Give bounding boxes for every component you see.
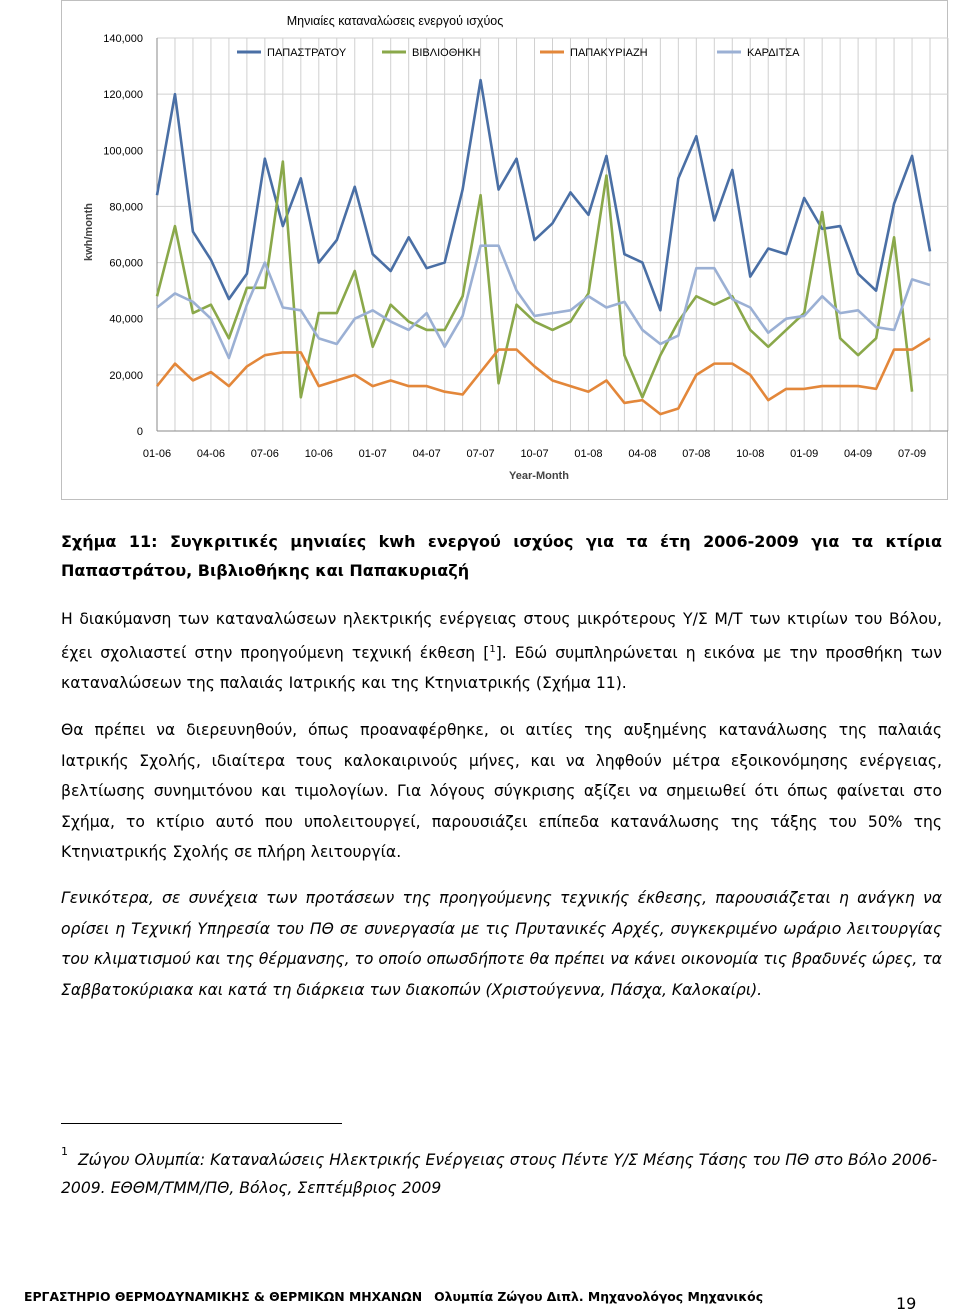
x-tick-label: 10-08 [736, 448, 765, 460]
footer-author: Ολυμπία Ζώγου Διπλ. Μηχανολόγος Μηχανικός [434, 1289, 764, 1304]
y-tick-label: 140,000 [103, 33, 143, 45]
page-footer [24, 1289, 874, 1304]
footnote-separator [61, 1123, 342, 1124]
x-tick-label: 01-06 [142, 448, 172, 460]
x-tick-label: 07-09 [897, 448, 927, 460]
page-number: 19 [896, 1294, 917, 1313]
x-tick-label: 10-06 [304, 448, 333, 460]
x-tick-label: 07-08 [682, 448, 711, 460]
x-tick-label: 04-07 [412, 448, 441, 460]
y-tick-label: 60,000 [109, 257, 143, 270]
paragraph-1-text-b: ]. Εδώ συμπληρώνεται η εικόνα με την προσθήκη των καταναλώσεων της παλαιάς Ιατρικής και της Κτηνιατρικής (Σχήμα 11). [61, 643, 942, 693]
x-tick-label: 07-07 [466, 448, 495, 460]
x-tick-label: 10-07 [520, 448, 549, 460]
y-tick-label: 40,000 [109, 313, 143, 326]
y-tick-label: 0 [136, 426, 143, 438]
y-tick-label: 120,000 [103, 89, 143, 102]
series-line-3 [157, 338, 930, 414]
legend-label: ΠΑΠΑΚΥΡΙΑΖΗ [570, 47, 648, 59]
reference-marker[interactable]: 1 [489, 643, 496, 655]
x-tick-label: 01-09 [790, 448, 819, 460]
x-tick-label: 04-09 [844, 448, 873, 460]
x-tick-label: 01-07 [358, 448, 387, 460]
legend-label: ΚΑΡΔΙΤΣΑ [747, 47, 800, 59]
footnote-text: Ζώγου Ολυμπία: Καταναλώσεις Ηλεκτρικής Ενέργειας στους Πέντε Υ/Σ Μέσης Τάσης του ΠΘ στο Βόλο 2006-2009. ΕΘΘΜ/ΤΜΜ/ΠΘ, Βόλος, Σεπτέμβριος 2009 [61, 1151, 938, 1197]
figure-caption: Σχήμα 11: Συγκριτικές μηνιαίες kwh ενεργού ισχύος για τα έτη 2006-2009 για τα κτίρια Παπαστράτου, Βιβλιοθήκης και Παπακυριαζή [61, 532, 942, 580]
legend-label: ΠΑΠΑΣΤΡΑΤΟΥ [267, 47, 347, 59]
x-tick-label: 07-06 [250, 448, 279, 460]
footer-lab: ΕΡΓΑΣΤΗΡΙΟ ΘΕΡΜΟΔΥΝΑΜΙΚΗΣ & ΘΕΡΜΙΚΩΝ ΜΗΧΑΝΩΝ [24, 1289, 423, 1304]
y-tick-label: 100,000 [103, 145, 143, 158]
y-tick-label: 80,000 [109, 201, 143, 214]
x-tick-label: 04-06 [196, 448, 226, 460]
series-line-1 [157, 80, 930, 310]
x-axis-label: Year-Month [509, 470, 569, 482]
footnote [61, 1138, 942, 1202]
chart-title: Μηνιαίες καταναλώσεις ενεργού ισχύος [286, 14, 504, 28]
chart-container [61, 0, 948, 500]
y-tick-label: 20,000 [109, 369, 143, 382]
x-tick-label: 04-08 [628, 448, 657, 460]
paragraph-2: Θα πρέπει να διερευνηθούν, όπως προαναφέρθηκε, οι αιτίες της αυξημένης κατανάλωσης της παλαιάς Ιατρικής Σχολής, ιδιαίτερα τους καλοκαιρινούς μήνες, και να ληφθούν μέτρα εξοικονόμησης ενέργειας, βελτίωσης συνημιτόνου και τιμολογίων. Για λόγους σύγκρισης αξίζει να σημειωθεί ότι όπως φαίνεται στο Σχήμα, το κτίριο αυτό που υπολειτουργεί, παρουσιάζει επίπεδα κατανάλωσης της τάξης του 50% της Κτηνιατρικής Σχολής σε πλήρη λειτουργία. [61, 721, 942, 861]
paragraph-1-text-a: Η διακύμανση των καταναλώσεων ηλεκτρικής ενέργειας στους μικρότερους Υ/Σ Μ/Τ των κτιρίων του Βόλου, έχει σχολιαστεί στην προηγούμενη τεχνική έκθεση [ [61, 610, 942, 662]
paragraph-3: Γενικότερα, σε συνέχεια των προτάσεων της προηγούμενης τεχνικής έκθεσης, παρουσιάζεται η ανάγκη να ορίσει η Τεχνική Υπηρεσία του ΠΘ σε συνεργασία με τις Πρυτανικές Αρχές, συγκεκριμένο ωράριο λειτουργίας του κλιματισμού και της θέρμανσης, το οποίο οπωσδήποτε θα πρέπει να κάνει οικονομία τις βραδυνές ώρες, τα Σαββατοκύριακα και κατά τη διάρκεια των διακοπών (Χριστούγεννα, Πάσχα, Καλοκαίρι). [61, 889, 943, 999]
x-tick-label: 01-08 [574, 448, 603, 460]
line-chart [62, 1, 949, 501]
paragraph-1 [61, 604, 942, 699]
footnote-number: 1 [61, 1145, 68, 1158]
y-axis-label: kwh/month [83, 202, 95, 262]
legend-label: ΒΙΒΛΙΟΘΗΚΗ [412, 47, 481, 59]
